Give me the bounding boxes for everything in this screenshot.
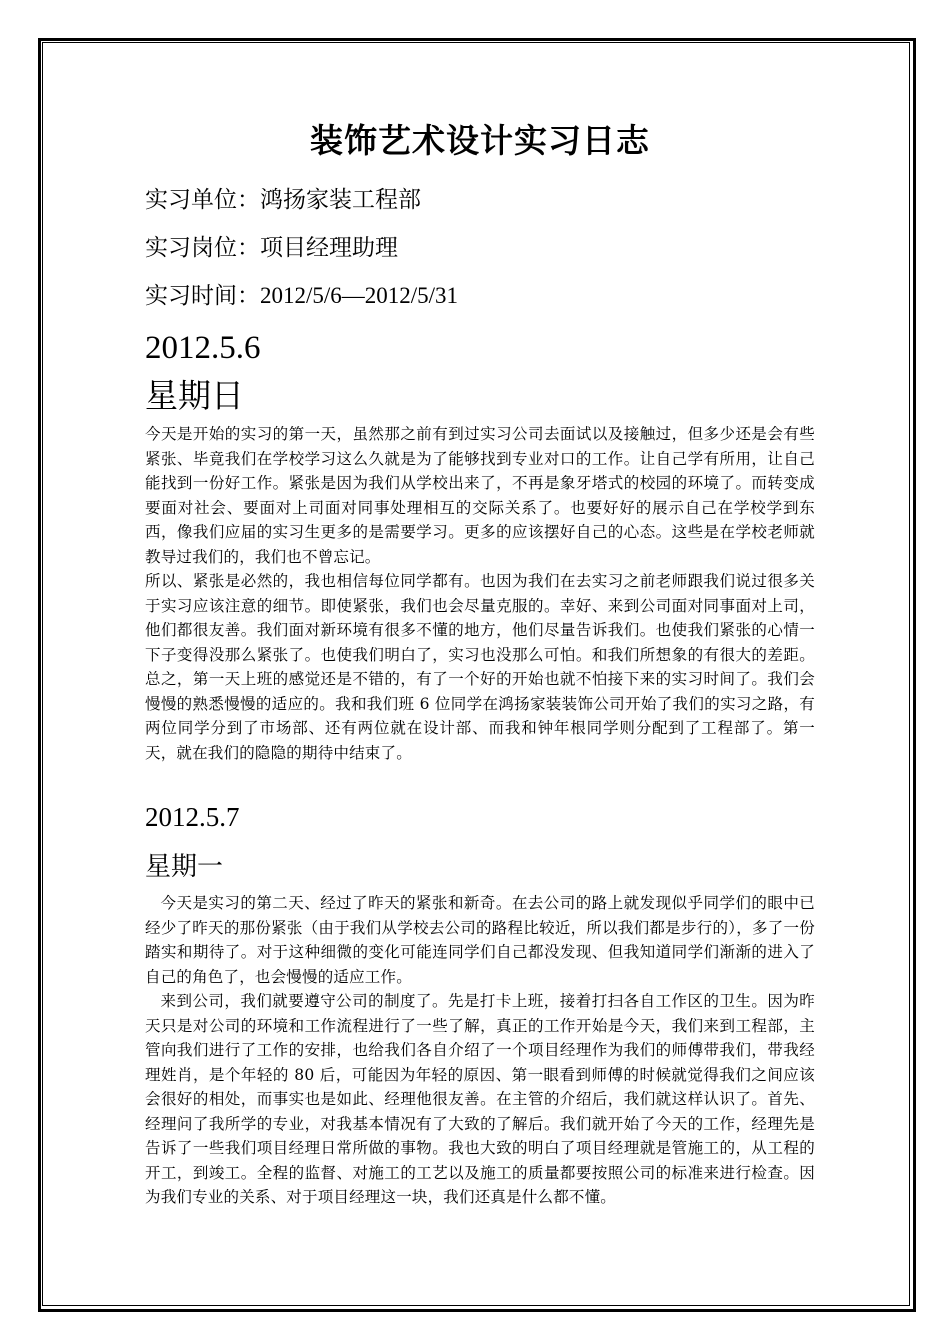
document-title: 装饰艺术设计实习日志 — [310, 121, 650, 160]
diary-entry — [145, 324, 815, 765]
internship-position-label: 实习岗位： — [145, 235, 260, 261]
internship-position-value: 项目经理助理 — [260, 235, 398, 261]
internship-time — [145, 272, 815, 320]
internship-time-label: 实习时间： — [145, 283, 260, 309]
internship-unit-label: 实习单位： — [145, 187, 260, 213]
entry-paragraph: 所以、紧张是必然的，我也相信每位同学都有。也因为我们在去实习之前老师跟我们说过很多关于实习应该注意的细节。即使紧张，我们也会尽量克服的。幸好、来到公司面对同事面对上司，他们都很友善。我们面对新环境有很多不懂的地方，他们尽量告诉我们。也使我们紧张的心情一下子变得没那么紧张了。也使我们明白了，实习也没那么可怕。和我们所想象的有很大的差距。总之，第一天上班的感觉还是不错的，有了一个好的开始也就不怕接下来的实习时间了。我们会慢慢的熟悉慢慢的适应的。我和我们班 6 位同学在鸿扬家装装饰公司开始了我们的实习之路，有两位同学分到了市场部、还有两位就在设计部、而我和钟年根同学则分配到了工程部了。第一天，就在我们的隐隐的期待中结束了。 — [145, 572, 815, 762]
internship-time-value: 2012/5/6—2012/5/31 — [260, 283, 459, 308]
internship-position — [145, 224, 815, 272]
diary-entry — [145, 797, 815, 1210]
entry-date: 2012.5.7 — [145, 802, 240, 832]
internship-unit-value: 鸿扬家装工程部 — [260, 187, 421, 213]
internship-unit — [145, 176, 815, 224]
document-body — [145, 100, 815, 1210]
entry-date: 2012.5.6 — [145, 330, 261, 366]
entry-weekday: 星期一 — [145, 852, 224, 882]
entry-paragraph: 来到公司，我们就要遵守公司的制度了。先是打卡上班，接着打扫各自工作区的卫生。因为昨天只是对公司的环境和工作流程进行了一些了解，真正的工作开始是今天，我们来到工程部，主管向我们进行了工作的安排，也给我们各自介绍了一个项目经理作为我们的师傅带我们，带我经理姓肖，是个年轻的 80 后，可能因为年轻的原因、第一眼看到师傅的时候就觉得我们之间应该会很好的相处，而事实也是如此、经理他很友善。在主管的介绍后，我们就这样认识了。首先、经理问了我所学的专业，对我基本情况有了大致的了解后。我们就开始了今天的工作，经理先是告诉了一些我们项目经理日常所做的事物。我也大致的明白了项目经理就是管施工的，从工程的开工，到竣工。全程的监督、对施工的工艺以及施工的质量都要按照公司的标准来进行检查。因为我们专业的关系、对于项目经理这一块，我们还真是什么都不懂。 — [145, 992, 815, 1206]
entry-weekday: 星期日 — [145, 376, 244, 415]
entry-paragraph: 今天是开始的实习的第一天，虽然那之前有到过实习公司去面试以及接触过，但多少还是会有些紧张、毕竟我们在学校学习这么久就是为了能够找到专业对口的工作。让自己学有所用，让自己能找到一份好工作。紧张是因为我们从学校出来了，不再是象牙塔式的校园的环境了。而转变成要面对社会、要面对上司面对同事处理相互的交际关系了。也要好好的展示自己在学校学到东西，像我们应届的实习生更多的是需要学习。更多的应该摆好自己的心态。这些是在学校老师就教导过我们的，我们也不曾忘记。 — [145, 425, 815, 566]
entry-paragraph: 今天是实习的第二天、经过了昨天的紧张和新奇。在去公司的路上就发现似乎同学们的眼中已经少了昨天的那份紧张（由于我们从学校去公司的路程比较近，所以我们都是步行的），多了一份踏实和期待了。对于这种细微的变化可能连同学们自己都没发现、但我知道同学们渐渐的进入了自己的角色了，也会慢慢的适应工作。 — [145, 894, 815, 986]
